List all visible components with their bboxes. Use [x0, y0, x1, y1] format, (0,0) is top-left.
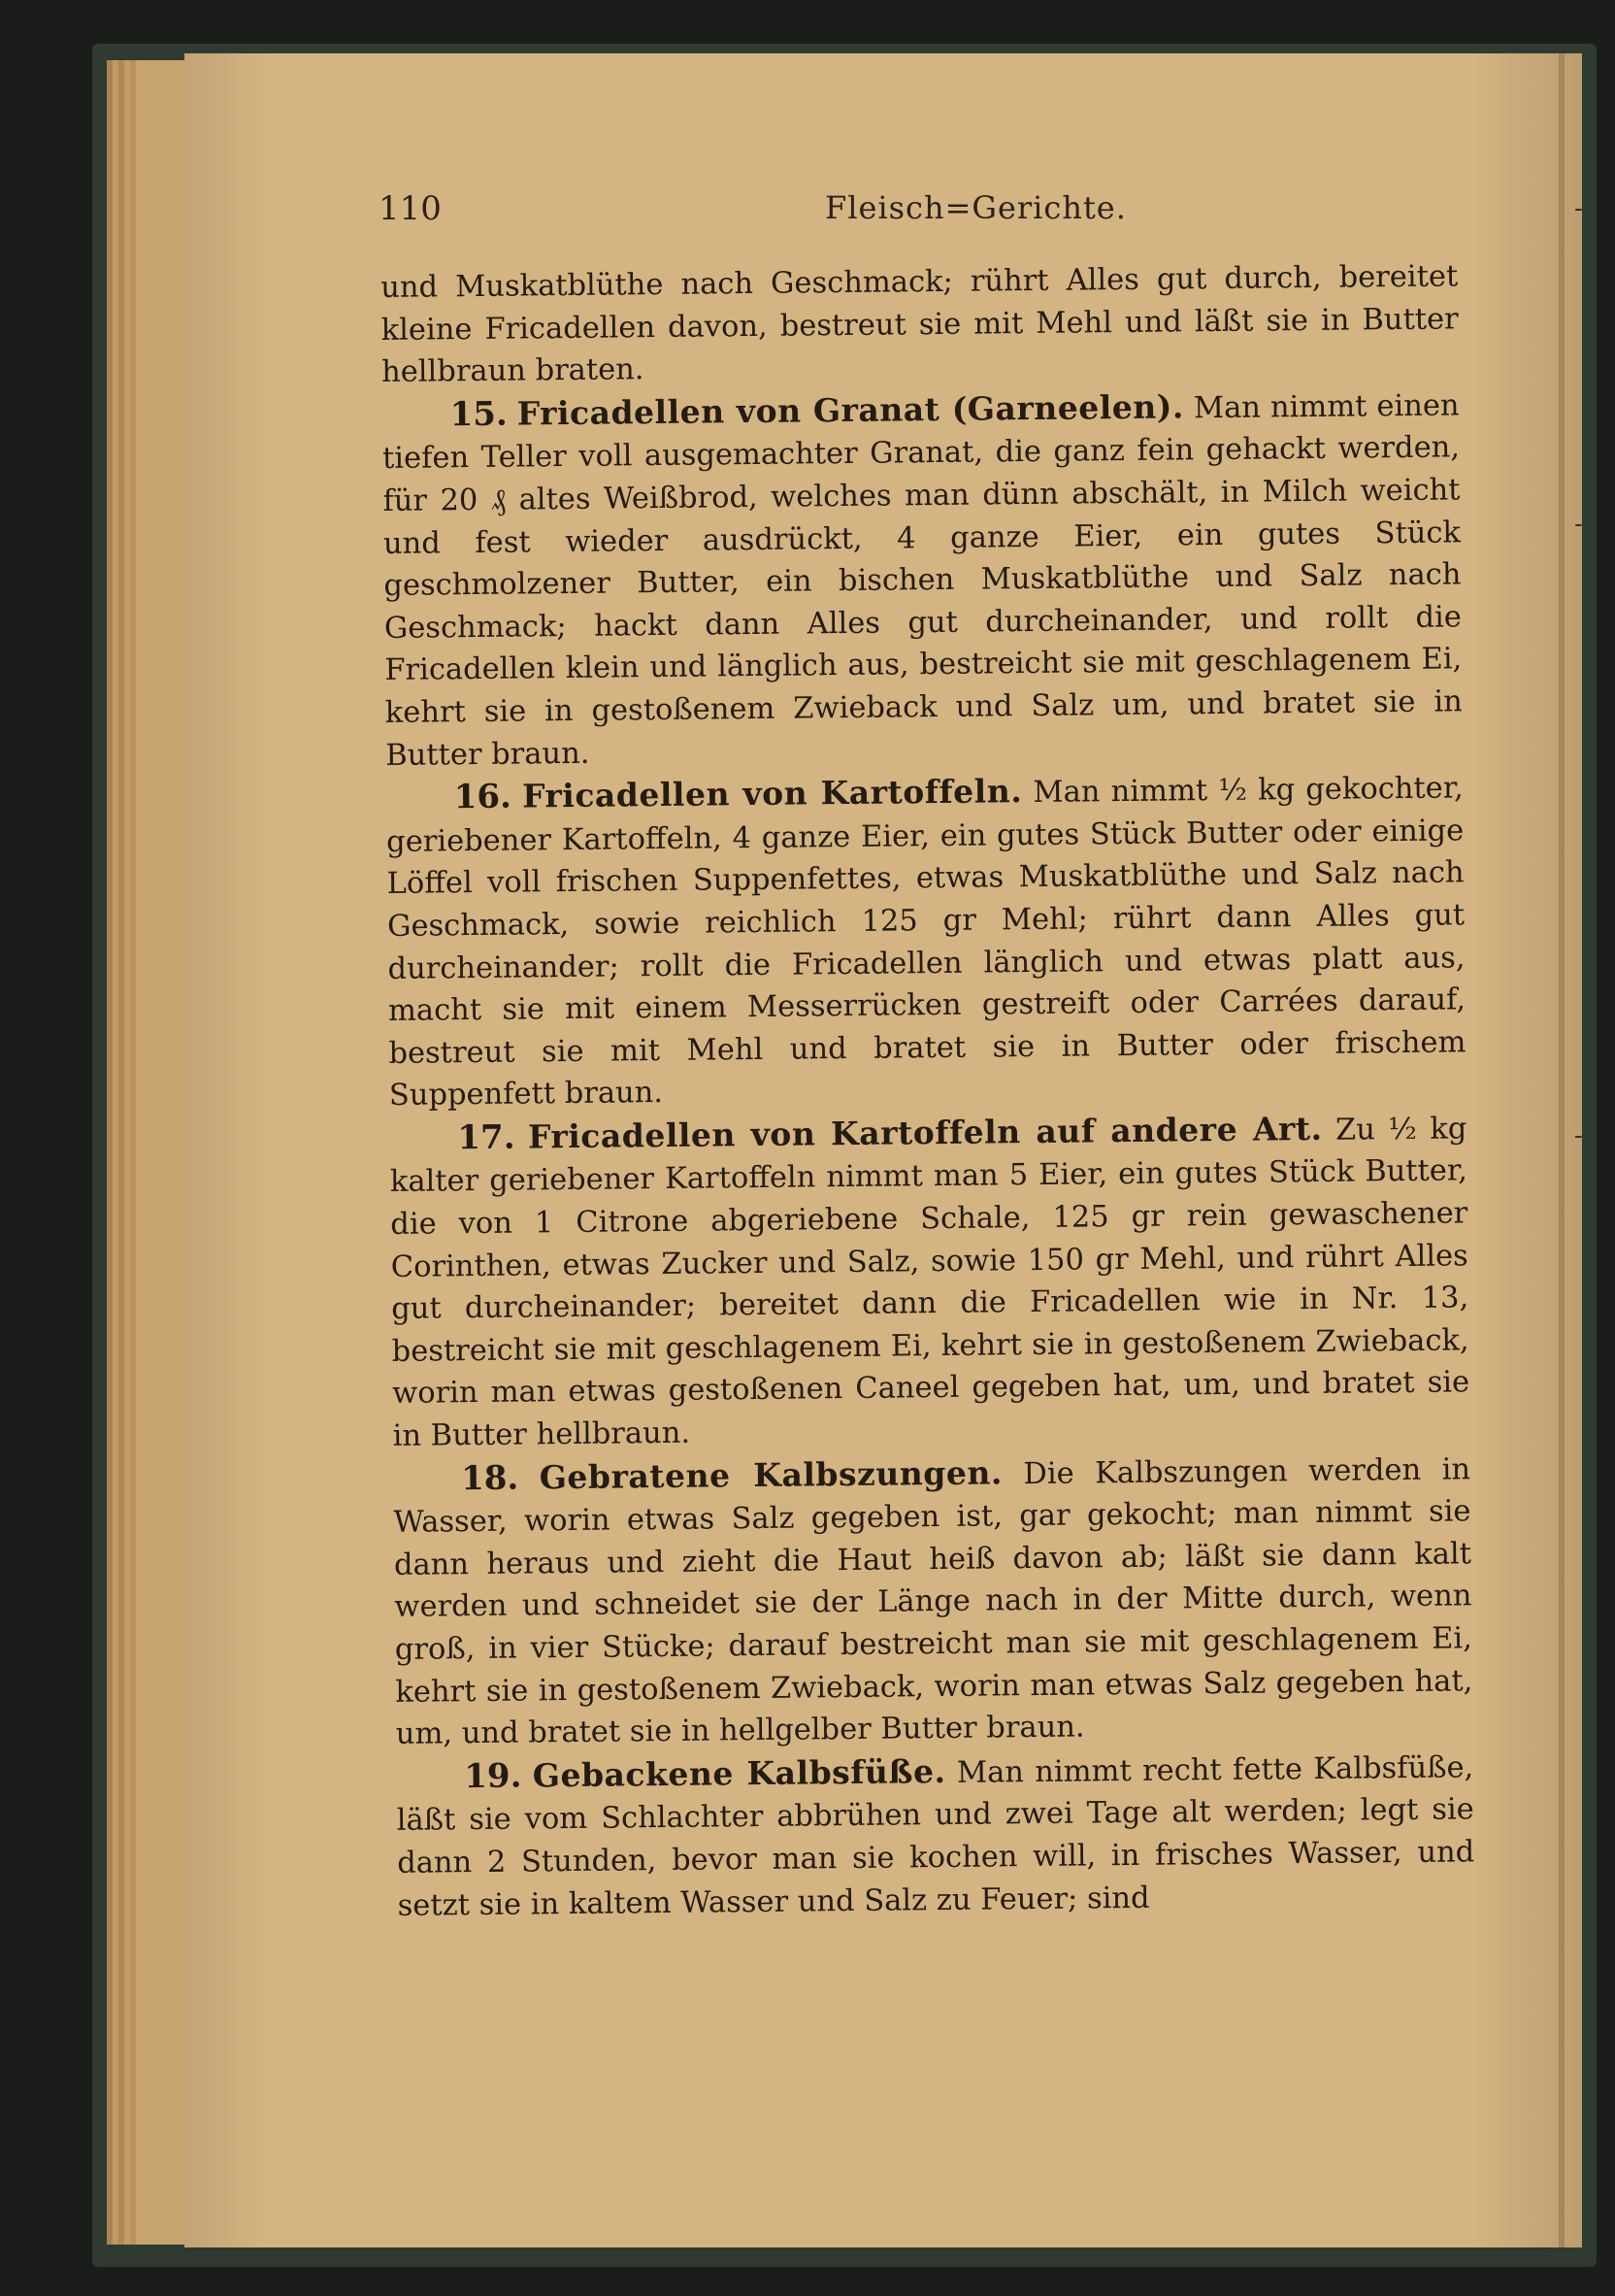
recipe-number: 16. — [453, 777, 512, 817]
recipe-title: Fricadellen von Kartoffeln. — [521, 772, 1023, 815]
recipe-title: Gebackene Kalbsfüße. — [532, 1751, 946, 1795]
recipe-title: Gebratene Kalbszungen. — [539, 1452, 1004, 1496]
margin-mark: - — [1574, 510, 1583, 539]
recipe-15 — [381, 383, 1463, 777]
recipe-number: 17. — [457, 1117, 515, 1158]
recipe-18 — [393, 1447, 1473, 1756]
paragraph-text: und Muskatblüthe nach Geschmack; rührt Alles gut durch, bereitet kleine Fricadellen davon, bestreut sie mit Mehl und läßt sie in Butter hellbraun braten. — [380, 259, 1459, 390]
recipe-title: Fricadellen von Granat (Garneelen). — [516, 387, 1185, 433]
recipe-text: Die Kalbszungen werden in Wasser, worin etwas Salz gegeben ist, gar gekocht; man nimmt sie dann heraus und zieht die Haut heiß davon ab; läßt sie dann kalt werden und schneidet sie der Länge nach in der Mitte durch, wenn groß, in vier Stücke; darauf bestreicht man sie mit geschlagenem Ei, kehrt sie in gestoßenem Zwieback, worin man etwas Salz gegeben hat, um, und bratet sie in hellgelber Butter braun. — [393, 1451, 1473, 1752]
recipe-17 — [389, 1106, 1470, 1457]
recipe-text: Man nimmt ½ kg gekochter, geriebener Kartoffeln, 4 ganze Eier, ein gutes Stück Butter oder einige Löffel voll frischen Suppenfettes, etwas Muskatblüthe und Salz nach Geschmack, sowie reichlich 125 gr Mehl; rührt dann Alles gut durcheinander; rollt die Fricadellen länglich und etwas platt aus, macht sie mit einem Messerrücken gestreift oder Carrées darauf, bestreut sie mit Mehl und bratet sie in Butter oder frischem Suppenfett braun. — [386, 771, 1467, 1114]
recipe-number: 19. — [464, 1756, 522, 1796]
margin-mark: - — [1574, 1121, 1583, 1150]
recipe-title: Fricadellen von Kartoffeln auf andere Art. — [527, 1109, 1323, 1156]
page-body — [380, 255, 1475, 1927]
recipe-number: 15. — [449, 394, 508, 435]
page-header — [379, 189, 1456, 238]
page-gutter — [1559, 53, 1565, 2247]
recipe-text: Man nimmt recht fette Kalbsfüße, läßt sie vom Schlachter abbrühen und zwei Tage alt werden; legt sie dann 2 Stunden, bevor man sie kochen will, in frisches Wasser, und setzt sie in kaltem Wasser und Salz zu Feuer; sind — [396, 1750, 1475, 1923]
paragraph-continuation — [380, 255, 1459, 393]
margin-mark: - — [1574, 194, 1583, 223]
recipe-19 — [396, 1745, 1475, 1927]
recipe-text: Zu ½ kg kalter geriebener Kartoffeln nimmt man 5 Eier, ein gutes Stück Butter, die von 1 Citrone abgeriebene Schale, 125 gr rein gewaschener Corinthen, etwas Zucker und Salz, sowie 150 gr Mehl, und rührt Alles gut durcheinander; bereitet dann die Fricadellen wie in Nr. 13, bestreicht sie mit geschlagenem Ei, kehrt sie in gestoßenem Zwieback, worin man etwas gestoßenen Caneel gegeben hat, um, und bratet sie in Butter hellbraun. — [389, 1112, 1470, 1453]
recipe-number: 18. — [460, 1458, 519, 1498]
running-title: Fleisch=Gerichte. — [825, 189, 1127, 226]
recipe-16 — [385, 765, 1467, 1116]
page-number: 110 — [379, 189, 442, 228]
recipe-text: Man nimmt einen tiefen Teller voll ausgemachter Granat, die ganz fein gehackt werden, für 20 ₰ altes Weißbrod, welches man dünn abschält, in Milch weicht und fest wieder ausdrückt, 4 ganze Eier, ein gutes Stück geschmolzener Butter, ein bischen Muskatblüthe und Salz nach Geschmack; hackt dann Alles gut durcheinander, und rollt die Fricadellen klein und länglich aus, bestreicht sie mit geschlagenem Ei, kehrt sie in gestoßenem Zwieback und Salz um, und bratet sie in Butter braun. — [381, 388, 1463, 773]
